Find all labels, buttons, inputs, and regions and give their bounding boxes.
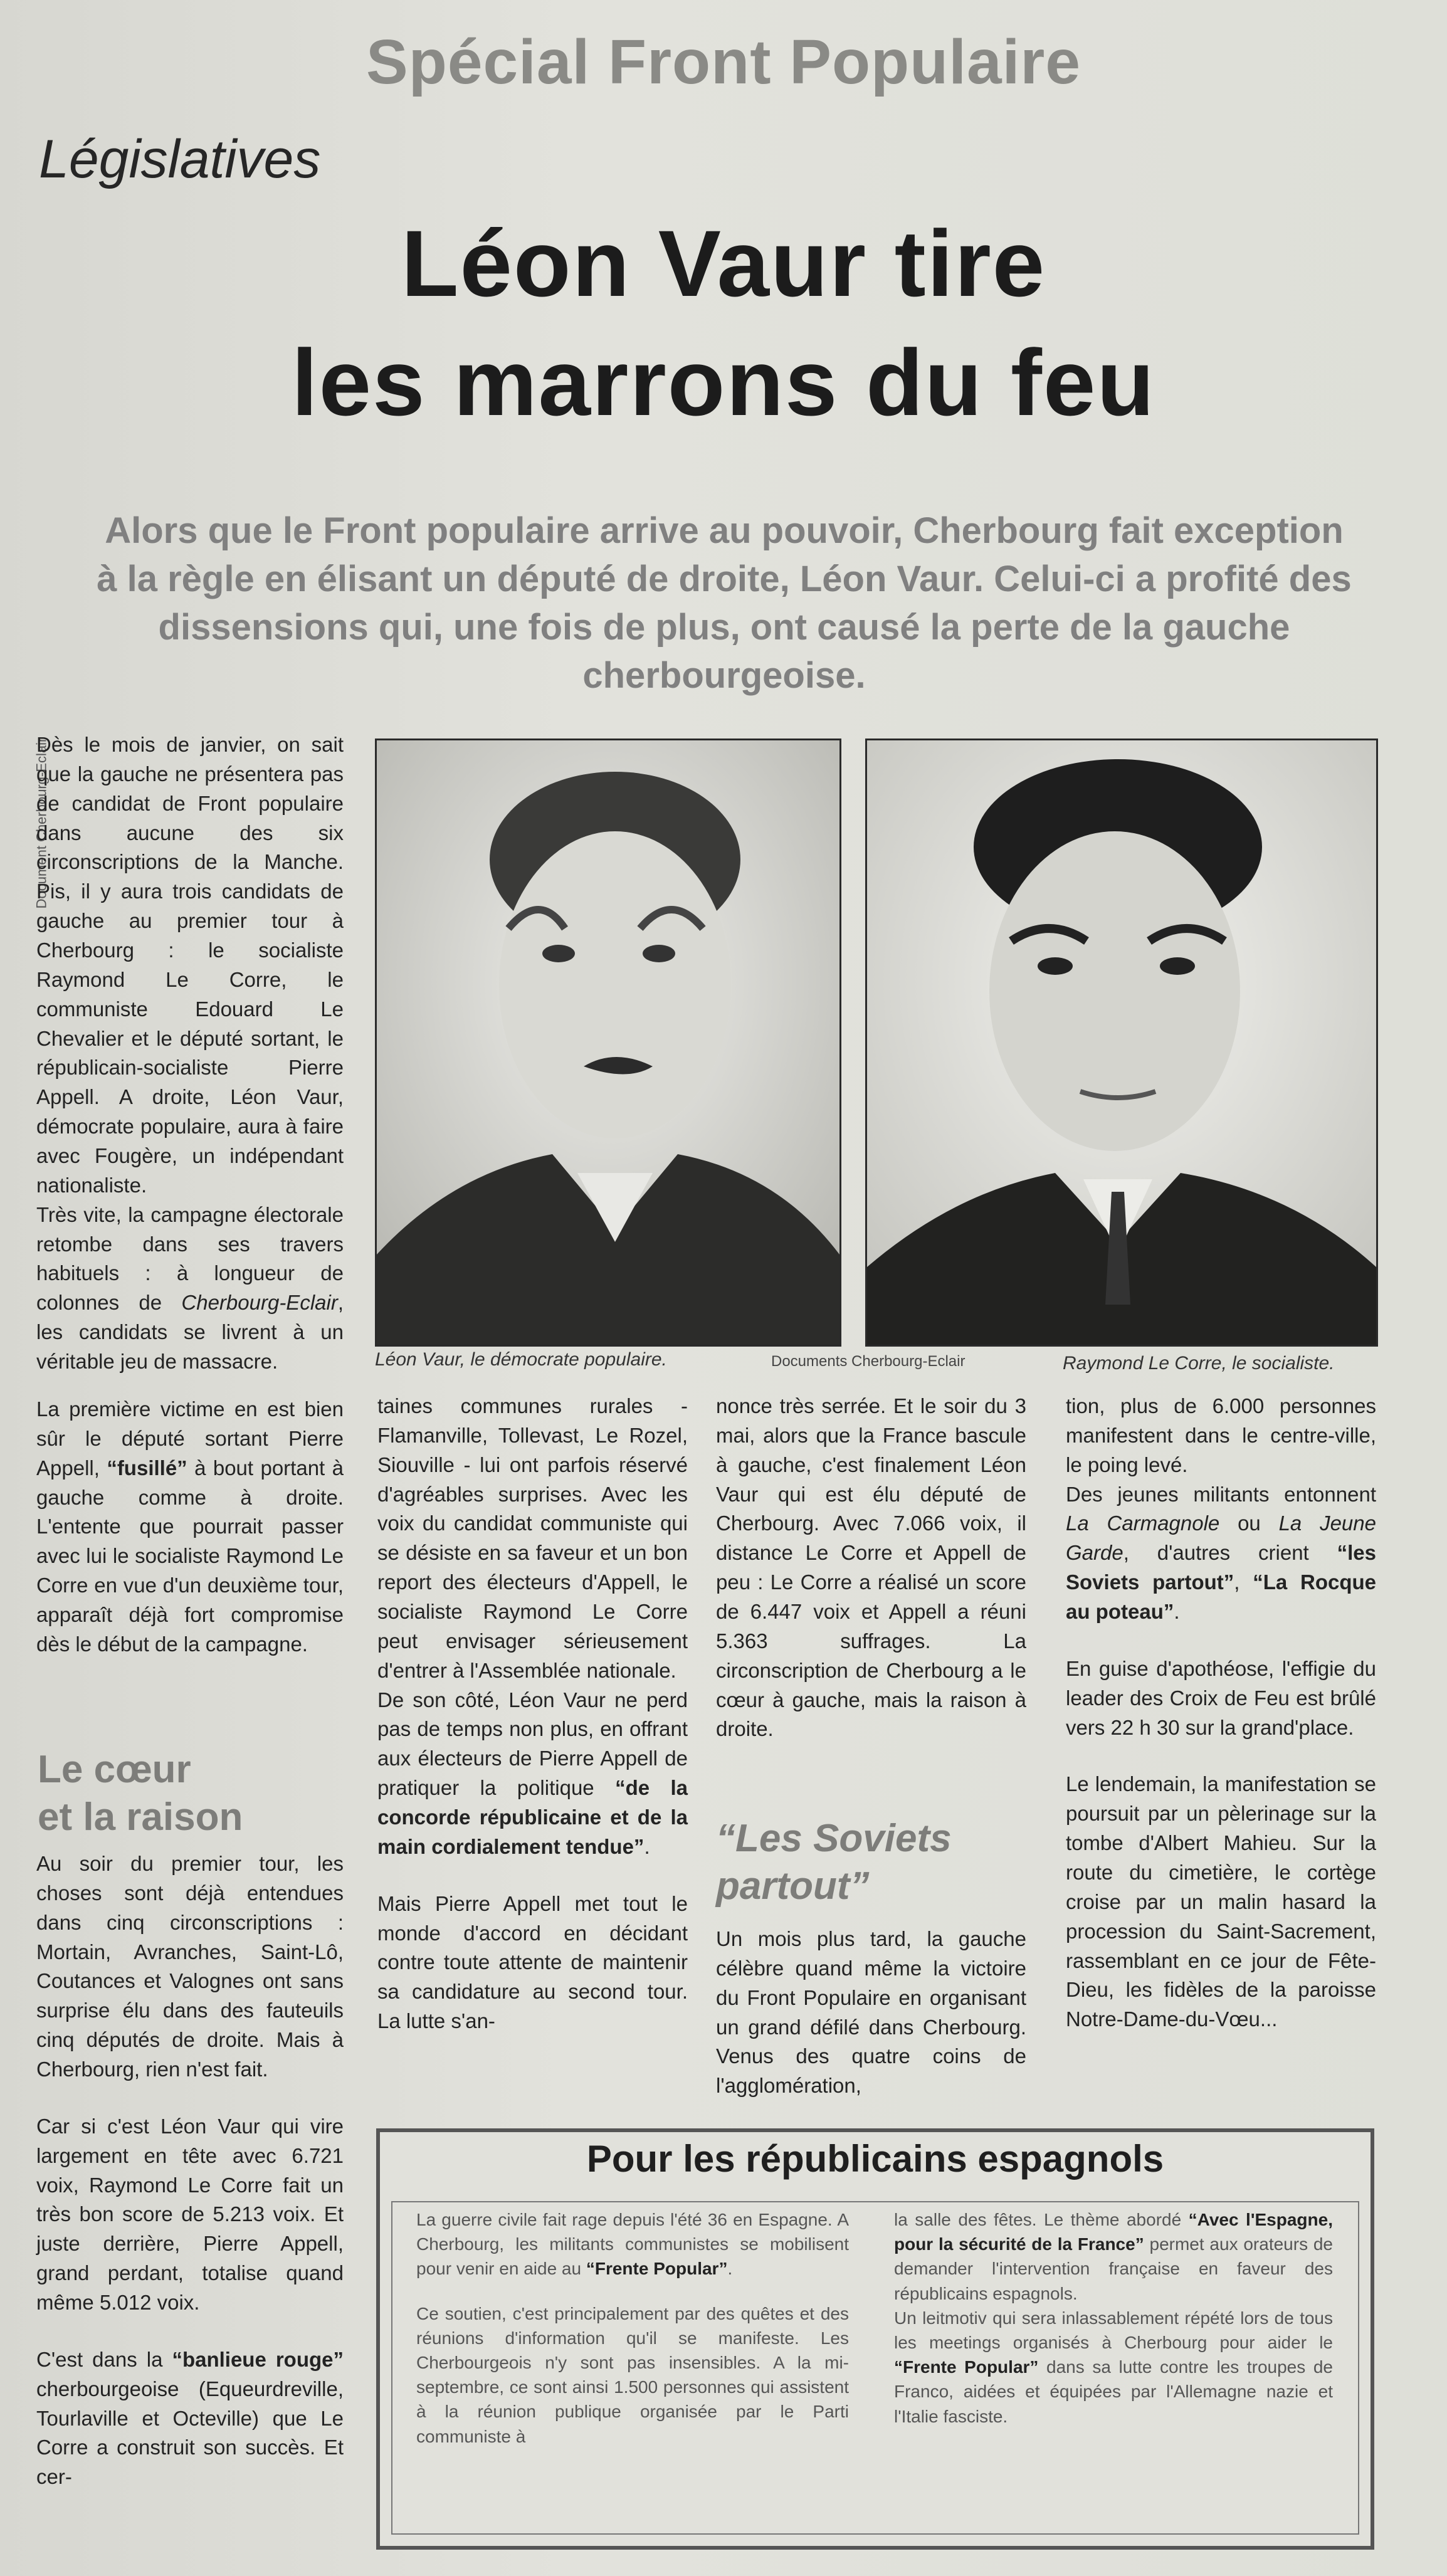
paragraph: Très vite, la campagne électorale retombe dans ses travers habituels : à longueur de colonnes de Cherbourg-Eclair, les candidats se livrent à un véritable jeu de massacre.: [36, 1202, 344, 1374]
rubric-label: Législatives: [39, 129, 321, 189]
column-4: [1066, 1392, 1376, 2062]
subheading-coeur-raison: Le cœur et la raison: [38, 1748, 243, 1839]
paragraph: Des jeunes militants entonnent La Carmagnole ou La Jeune Garde, d'autres crient “les Soviets partout”, “La Rocque au poteau”.: [1066, 1482, 1376, 1624]
headline-line-1: Léon Vaur tire: [401, 211, 1046, 316]
paragraph: tion, plus de 6.000 personnes manifestent dans le centre-ville, le poing levé.: [1066, 1394, 1376, 1476]
paragraph: Un leitmotiv qui sera inlassablement répété lors de tous les meetings organisés à Cherbourg pour aider le “Frente Popular” dans sa lutte contre les troupes de Franco, aidées et équipées par l'Allemagne nazie et l'Italie fasciste.: [894, 2308, 1333, 2426]
paragraph: Au soir du premier tour, les choses sont déjà entendues dans cinq circonscriptions : Mortain, Avranches, Saint-Lô, Coutances et Valognes ont sans surprise élu dans des fauteuils cinq députés de droite. Mais à Cherbourg, rien n'est fait.: [36, 1852, 344, 2081]
column-1-bottom: [36, 1849, 344, 2520]
column-2: [377, 1392, 688, 2064]
photo-caption-left: Léon Vaur, le démocrate populaire.: [375, 1349, 667, 1370]
paragraph: Dès le mois de janvier, on sait que la gauche ne présentera pas de candidat de Front populaire dans aucune des six circonscriptions de la Manche. Pis, il y aura trois candidats de gauche au premier tour à Cherbourg : le socialiste Raymond Le Corre, le communiste Edouard Le Chevalier et le député sortant, le républicain-socialiste Pierre Appell. A droite, Léon Vaur, démocrate populaire, aura à faire avec Fougère, un indépendant nationaliste.: [36, 733, 344, 1197]
column-3: [716, 1392, 1026, 1772]
sidebar-box: [376, 2128, 1374, 2550]
chapeau-lead: Alors que le Front populaire arrive au pouvoir, Cherbourg fait exception à la règle en élisant un député de droite, Léon Vaur. Celui-ci a profité des dissensions qui, une fois de plus, ont causé la perte de la gauche cherbourgeoise.: [97, 510, 1352, 697]
paragraph: taines communes rurales - Flamanville, Tollevast, Le Rozel, Siouville - lui ont parfois réservé d'agréables surprises. Avec les voix du candidat communiste qui se désiste en sa faveur et un bon report des électeurs d'Appell, le socialiste Raymond Le Corre peut envisager sérieusement d'entrer à l'Assemblée nationale.: [377, 1394, 688, 1682]
portrait-image: [867, 740, 1376, 1345]
column-1-top: [36, 730, 344, 1404]
headline: [0, 211, 1447, 455]
paragraph: En guise d'apothéose, l'effigie du leader des Croix de Feu est brûlé vers 22 h 30 sur la grand'place.: [1066, 1656, 1376, 1739]
paragraph: Car si c'est Léon Vaur qui vire largement en tête avec 6.721 voix, Raymond Le Corre fait un très bon score de 5.213 voix. Et juste derrière, Pierre Appell, grand perdant, totalise quand même 5.012 voix.: [36, 2114, 344, 2315]
headline-line-2: les marrons du feu: [291, 330, 1156, 435]
sidebar-box-column-2: [894, 2207, 1333, 2449]
paragraph: la salle des fêtes. Le thème abordé “Avec l'Espagne, pour la sécurité de la France” permet aux orateurs de demander l'intervention française en faveur des républicains espagnols.: [894, 2210, 1333, 2303]
column-3-bottom: [716, 1925, 1026, 2128]
paragraph: Ce soutien, c'est principalement par des quêtes et des réunions d'information qu'il se manifeste. Les Cherbourgeois n'y sont pas insensibles. A la mi-septembre, ce sont ainsi 1.500 personnes qui assistent à la réunion publique organisée par le Parti communiste à: [416, 2303, 849, 2446]
sidebar-box-title: Pour les républicains espagnols: [586, 2138, 1164, 2180]
paragraph: La guerre civile fait rage depuis l'été 36 en Espagne. A Cherbourg, les militants communistes se mobilisent pour venir en aide au “Frente Popular”.: [416, 2210, 849, 2279]
portrait-leon-vaur: [375, 739, 841, 1347]
portrait-image: [377, 740, 839, 1345]
column-1-middle: [36, 1395, 344, 1687]
subheading-soviets-partout: “Les Soviets partout”: [716, 1817, 952, 1908]
paragraph: nonce très serrée. Et le soir du 3 mai, alors que la France bascule à gauche, c'est finalement Léon Vaur qui est élu député de Cherbourg. Avec 7.066 voix, il distance Le Corre et Appell de peu : Le Corre a réalisé un score de 6.447 voix et Appell a réuni 5.363 suffrages. La circonscription de Cherbourg a le cœur à gauche, mais la raison à droite.: [716, 1394, 1026, 1741]
paragraph: Mais Pierre Appell met tout le monde d'accord en décidant contre toute attente de maintenir sa candidature au second tour. La lutte s'an-: [377, 1891, 688, 2033]
paragraph: C'est dans la “banlieue rouge” cherbourgeoise (Equeurdreville, Tourlaville et Octeville) que Le Corre a construit son succès. Et cer-: [36, 2347, 344, 2489]
paragraph: Un mois plus tard, la gauche célèbre quand même la victoire du Front Populaire en organisant un grand défilé dans Cherbourg. Venus des quatre coins de l'agglomération,: [716, 1927, 1026, 2098]
section-kicker: Spécial Front Populaire: [366, 27, 1081, 97]
paragraph: Le lendemain, la manifestation se poursuit par un pèlerinage sur la tombe d'Albert Mahieu. Sur la route du cimetière, le cortège croise par un malin hasard la procession du Saint-Sacrement, rassemblant en ce jour de Fête-Dieu, les fidèles de la paroisse Notre-Dame-du-Vœu...: [1066, 1772, 1376, 2031]
side-credit: Document Cherbourg-Eclair: [33, 737, 50, 909]
paragraph: La première victime en est bien sûr le député sortant Pierre Appell, “fusillé” à bout portant à gauche comme à droite. L'entente que pourrait passer avec lui le socialiste Raymond Le Corre en vue d'un deuxième tour, apparaît déjà fort compromise dès le début de la campagne.: [36, 1397, 344, 1656]
photo-caption-right: Raymond Le Corre, le socialiste.: [1063, 1353, 1335, 1374]
portrait-raymond-le-corre: [865, 739, 1378, 1347]
paragraph: De son côté, Léon Vaur ne perd pas de temps non plus, en offrant aux électeurs de Pierre Appell de pratiquer la politique “de la concorde républicaine et de la main cordialement tendue”.: [377, 1688, 688, 1858]
photo-credit: Documents Cherbourg-Eclair: [771, 1353, 966, 1370]
sidebar-box-column-1: [416, 2207, 849, 2469]
